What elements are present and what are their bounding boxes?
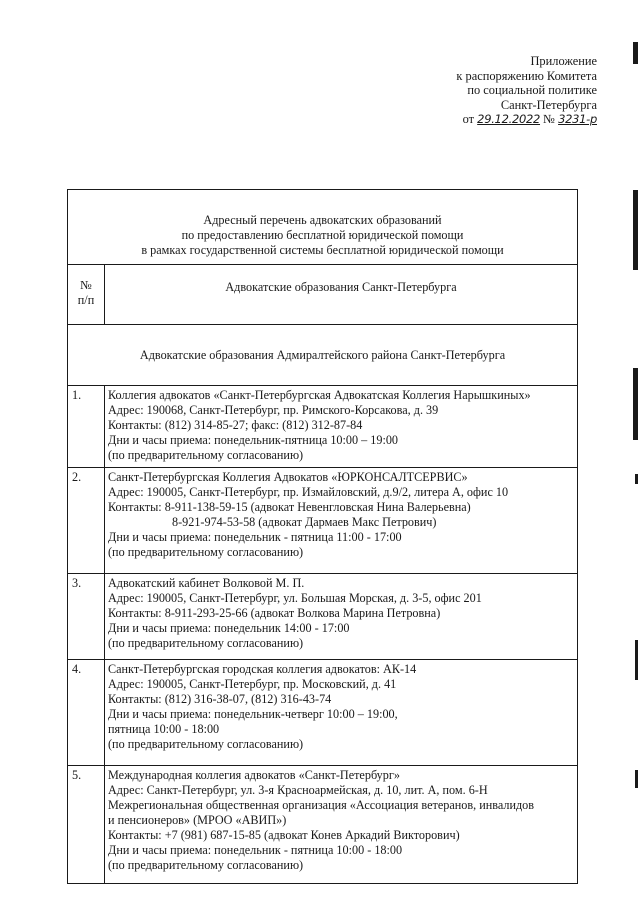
- entry-details: [105, 468, 578, 574]
- entry-line: Контакты: 8-911-138-59-15 (адвокат Невенгловская Нина Валерьевна): [108, 500, 471, 514]
- entry-line: (по предварительному согласованию): [108, 858, 304, 872]
- entry-number: 4.: [68, 660, 105, 766]
- num-header-line: №: [80, 278, 92, 292]
- district-heading: Адвокатские образования Адмиралтейского района Санкт-Петербурга: [68, 325, 578, 386]
- entry-line: Санкт-Петербургская Коллегия Адвокатов «ЮРКОНСАЛТСЕРВИС»: [108, 470, 468, 484]
- attachment-line: Приложение: [530, 54, 597, 68]
- entry-details: [105, 574, 578, 660]
- attachment-line: Санкт-Петербурга: [500, 97, 597, 112]
- entry-line: Дни и часы приема: понедельник - пятница 11:00 - 17:00: [108, 530, 402, 544]
- scan-edge-mark: [633, 190, 638, 270]
- entry-line: Дни и часы приема: понедельник-пятница 10:00 – 19:00: [108, 433, 399, 447]
- main-column-header: Адвокатские образования Санкт-Петербурга: [105, 265, 578, 325]
- handwritten-date: 29.12.2022: [477, 112, 541, 127]
- entry-details: [105, 386, 578, 468]
- date-prefix: от: [462, 112, 475, 127]
- scan-edge-mark: [633, 42, 638, 64]
- table-title-row: [68, 190, 578, 265]
- attachment-header: [456, 54, 597, 127]
- entry-line: Санкт-Петербургская городская коллегия адвокатов: АК-14: [108, 662, 417, 676]
- lawyers-table: [67, 189, 578, 884]
- entry-number: 3.: [68, 574, 105, 660]
- entry-line: Контакты: (812) 316-38-07, (812) 316-43-74: [108, 692, 332, 706]
- entry-line: пятница 10:00 - 18:00: [108, 722, 220, 736]
- scan-edge-mark: [633, 368, 638, 440]
- entry-line: и пенсионеров» (МРОО «АВИП»): [108, 813, 287, 827]
- attachment-date-line: [456, 112, 597, 127]
- entry-line: Контакты: +7 (981) 687-15-85 (адвокат Конев Аркадий Викторович): [108, 828, 460, 842]
- number-sign: №: [543, 112, 555, 127]
- entry-number: 5.: [68, 766, 105, 884]
- entry-line: Коллегия адвокатов «Санкт-Петербургская Адвокатская Коллегия Нарышкиных»: [108, 388, 531, 402]
- handwritten-number: 3231-р: [558, 112, 597, 127]
- entry-line: Дни и часы приема: понедельник - пятница 10:00 - 18:00: [108, 843, 403, 857]
- scan-edge-mark: [635, 640, 638, 680]
- entry-line: Адрес: Санкт-Петербург, ул. 3-я Красноармейская, д. 10, лит. А, пом. 6-Н: [108, 783, 488, 797]
- scan-edge-mark: [635, 474, 638, 484]
- table-row: [68, 766, 578, 884]
- entry-line: (по предварительному согласованию): [108, 448, 304, 462]
- entry-line: (по предварительному согласованию): [108, 636, 304, 650]
- entry-line: Адрес: 190005, Санкт-Петербург, ул. Большая Морская, д. 3-5, офис 201: [108, 591, 482, 605]
- entry-number: 1.: [68, 386, 105, 468]
- entry-details: [105, 766, 578, 884]
- entry-line: 8-921-974-53-58 (адвокат Дармаев Макс Петрович): [172, 515, 437, 529]
- entry-line: Межрегиональная общественная организация «Ассоциация ветеранов, инвалидов: [108, 798, 535, 812]
- table-row: [68, 386, 578, 468]
- title-line: в рамках государственной системы бесплатной юридической помощи: [141, 242, 504, 257]
- table-row: [68, 468, 578, 574]
- scan-edge-mark: [635, 770, 638, 788]
- entry-number: 2.: [68, 468, 105, 574]
- entry-line: Контакты: (812) 314-85-27; факс: (812) 312-87-84: [108, 418, 363, 432]
- title-line: по предоставлению бесплатной юридической помощи: [181, 227, 464, 242]
- entry-line: (по предварительному согласованию): [108, 737, 304, 751]
- entry-details: [105, 660, 578, 766]
- entry-line: Контакты: 8-911-293-25-66 (адвокат Волкова Марина Петровна): [108, 606, 441, 620]
- entry-line: Международная коллегия адвокатов «Санкт-Петербург»: [108, 768, 400, 782]
- attachment-line: к распоряжению Комитета: [456, 68, 597, 83]
- table-header-row: [68, 265, 578, 325]
- entry-line: Адвокатский кабинет Волковой М. П.: [108, 576, 305, 590]
- entry-line: (по предварительному согласованию): [108, 545, 304, 559]
- entry-line: Адрес: 190068, Санкт-Петербург, пр. Римского-Корсакова, д. 39: [108, 403, 439, 417]
- num-header-line: п/п: [77, 293, 95, 307]
- entry-line: Дни и часы приема: понедельник 14:00 - 17:00: [108, 621, 350, 635]
- num-column-header: [68, 265, 105, 325]
- entry-line: Адрес: 190005, Санкт-Петербург, пр. Измайловский, д.9/2, литера А, офис 10: [108, 485, 509, 499]
- title-line: Адресный перечень адвокатских образований: [203, 212, 442, 227]
- table-title: [68, 190, 578, 265]
- attachment-line: по социальной политике: [467, 83, 597, 98]
- entry-line: Адрес: 190005, Санкт-Петербург, пр. Московский, д. 41: [108, 677, 397, 691]
- table-row: [68, 660, 578, 766]
- entry-line: Дни и часы приема: понедельник-четверг 10:00 – 19:00,: [108, 707, 398, 721]
- table-row: [68, 574, 578, 660]
- district-row: [68, 325, 578, 386]
